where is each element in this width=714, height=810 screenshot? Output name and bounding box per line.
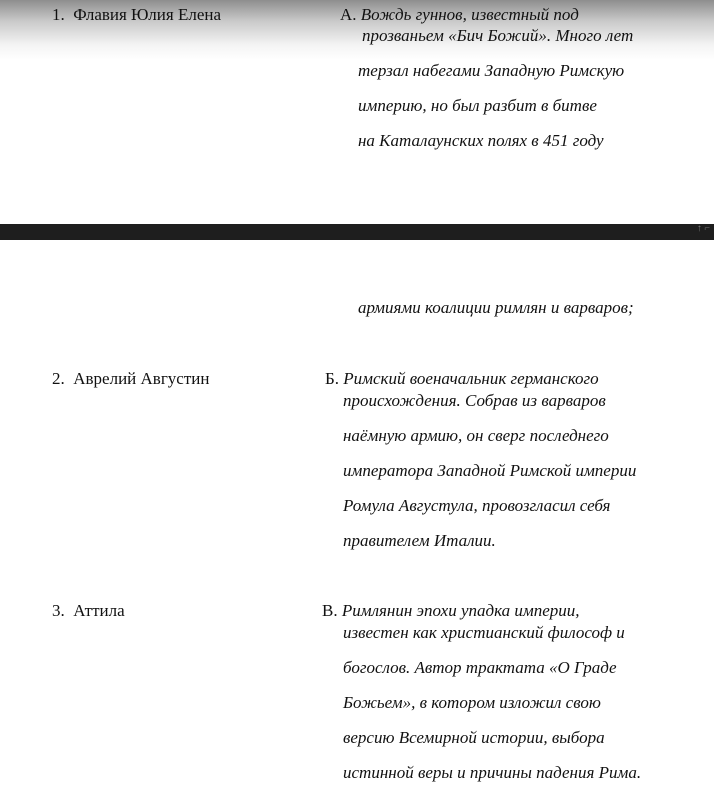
description-b-line-4: императора Западной Римской империи (343, 461, 637, 480)
description-b-line-3: наёмную армию, он сверг последнего (343, 426, 609, 445)
description-a-line-3: терзал набегами Западную Римскую (358, 61, 625, 80)
item-2 (52, 369, 209, 389)
item-number: 2. (52, 369, 65, 388)
description-a-line-4: империю, но был разбит в битве (358, 96, 597, 115)
description-text: Вождь гуннов, известный под (360, 5, 579, 24)
description-letter: А. (340, 5, 357, 24)
item-number: 1. (52, 5, 65, 24)
page-separator-bar (0, 224, 714, 240)
item-number: 3. (52, 601, 65, 620)
description-v-line-1 (322, 601, 580, 621)
description-b-line-5: Ромула Августула, провозгласил себя (343, 496, 611, 515)
description-text: Римский военачальник германского (343, 369, 599, 388)
item-name: Аврелий Августин (73, 369, 210, 388)
item-1 (52, 5, 221, 25)
description-a-line-5: на Каталаунских полях в 451 году (358, 131, 604, 150)
item-3 (52, 601, 125, 621)
description-a-line-2: прозваньем «Бич Божий». Много лет (362, 26, 634, 45)
description-letter: Б. (325, 369, 340, 388)
description-v-line-5: версию Всемирной истории, выбора (343, 728, 605, 747)
description-b-line-1 (325, 369, 599, 389)
description-v-line-4: Божьем», в котором изложил свою (343, 693, 601, 712)
description-text: Римлянин эпохи упадка империи, (341, 601, 580, 620)
description-a-line-6: армиями коалиции римлян и варваров; (358, 298, 634, 317)
description-letter: В. (322, 601, 338, 620)
item-name: Аттила (73, 601, 125, 620)
item-name: Флавия Юлия Елена (73, 5, 222, 24)
description-b-line-6: правителем Италии. (343, 531, 496, 550)
description-v-line-3: богослов. Автор трактата «О Граде (343, 658, 617, 677)
description-a-line-1 (340, 5, 579, 25)
description-v-line-2: известен как христианский философ и (343, 623, 625, 642)
description-v-line-6: истинной веры и причины падения Рима. (343, 763, 642, 782)
separator-edge-mark: ↑ ⌐ (696, 223, 710, 234)
description-b-line-2: происхождения. Собрав из варваров (343, 391, 606, 410)
